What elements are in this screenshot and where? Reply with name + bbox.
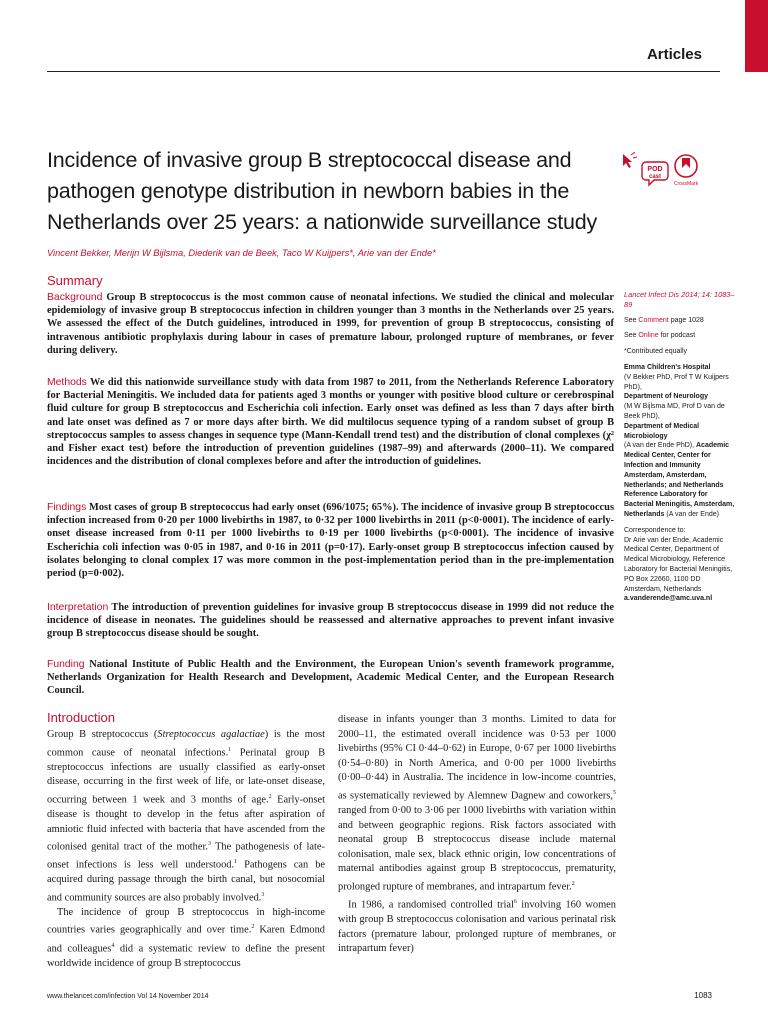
body-column-right — [338, 713, 616, 957]
affiliation-1-people: (V Bekker PhD, Prof T W Kuijpers PhD), — [624, 373, 729, 391]
intro-paragraph-3: disease in infants younger than 3 months. Limited to data for 2000–11, the estimated overall incidence was 0·53 per 1000 livebirths (95% CI 0·44–0·62) in Europe, 0·67 per 1000 livebirths (0·54–0·80) in North America, and 0·00 per 1000 livebirths (0·00–0·44) in Australia. The incidence in low-income countries, as systematically reviewed by Alemnew Dagnew and coworkers,$^5$ ranged from 0·00 to 3·06 per 1000 livebirths with variation within and between geographic regions. Risk factors associated with neonatal group B streptococcus disease include maternal colonisation, male sex, black ethnic origin, low concentrations of maternal antibodies against group B streptococcus, prematurity, prolonged rupture of membranes, and intrapartum fever.$^2$ — [338, 714, 616, 893]
abstract-interpretation — [47, 601, 614, 641]
correspondence-label: Correspondence to: — [624, 526, 686, 534]
intro-paragraph-4: In 1986, a randomised controlled trial$^6$ involving 160 women with group B streptococcus colonisation and various perinatal risk factors (premature labour, prolonged rupture of membranes, or intrapartum fever) — [338, 899, 616, 955]
intro-paragraph-2: The incidence of group B streptococcus in high-income countries varies geographically and over time.$^2$ Karen Edmond and colleagues$^4$ did a systematic review to define the present worldwide incidence of group B streptococcus — [47, 906, 326, 969]
findings-text: Most cases of group B streptococcus had early onset (696/1075; 65%). The incidence of invasive group B streptococcus infection increased from 0·20 per 1000 livebirths in 1987, to 0·32 per 1000 livebirths in 2011 (p<0·0001). The incidence of early-onset disease increased from 0·11 per 1000 livebirths to 0·19 per 1000 livebirths (p<0·0001). The incidence of invasive Escherichia coli infection was 0·05 in 1987, and 0·16 in 2011 (p=0·17). Early-onset group B streptococcus infection caused by isolates belonging to clonal complex 17 was more common in the post-implementation period than in the pre-implementation period (p=0·002). — [47, 502, 614, 580]
svg-text:CrossMark: CrossMark — [673, 181, 699, 187]
svg-text:cast: cast — [648, 174, 662, 180]
footer-journal-info: www.thelancet.com/infection Vol 14 November 2014 — [47, 993, 209, 1000]
article-title: Incidence of invasive group B streptococcal disease and pathogen genotype distribution in newborn babies in the Netherlands over 25 years: a nationwide surveillance study — [47, 148, 598, 234]
interpretation-text: The introduction of prevention guidelines for invasive group B streptococcus disease in 1999 did not reduce the incidence of disease in neonates. The guidelines should be reassessed and alternative approaches to prevent infant invasive group B streptococcus disease should be sought. — [47, 602, 614, 640]
correspondence-address: Dr Arie van der Ende, Academic Medical Center, Department of Medical Microbiology, Reference Laboratory for Bacterial Meningitis, PO Box 22660, 1100 DD Amsterdam, Netherlands — [624, 536, 733, 593]
crossmark-icon[interactable] — [674, 155, 699, 187]
abstract-funding — [47, 658, 614, 698]
section-color-tab — [745, 0, 768, 72]
article-sidebar — [624, 290, 736, 604]
methods-text: We did this nationwide surveillance study with data from 1987 to 2011, from the Netherlands Reference Laboratory for Bacterial Meningitis. We included data for patients aged 3 months or younger with positive blood culture or cerebrospinal fluid culture for group B streptococcus and Escherichia coli infection. Early onset was defined as less than 7 days after birth and late onset was defined as 7 or more days after birth. We did multilocus sequence typing of a random subset of group B streptococcus samples to assess changes in sequence type (Mann-Kendall trend test) and the distribution of clonal complexes (χ² and Fisher exact test) before the introduction of prevention guidelines (1987–99) and afterwards (2000–11). We compared incidences and the distribution of clonal complexes before and after the introduction of guidelines. — [47, 377, 614, 468]
interpretation-label: Interpretation — [47, 602, 109, 613]
body-column-left — [47, 728, 325, 971]
correspondence-email[interactable]: a.vanderende@amc.uva.nl — [624, 595, 713, 603]
svg-text:POD: POD — [647, 166, 663, 173]
online-link[interactable]: Online — [638, 332, 659, 340]
methods-label: Methods — [47, 377, 87, 388]
section-heading: Articles — [646, 46, 702, 63]
background-text: Group B streptococcus is the most common cause of neonatal infections. We studied the clinical and molecular epidemiology of invasive group B streptococcus infection in children younger than 3 months in the Netherlands over 25 years. We assessed the effect of the Dutch guidelines, introduced in 1999, for prevention of group B streptococcus, consisting of intravenous antibiotic prophylaxis during labour in cases of premature labour, prolonged rupture of membranes, or fever during delivery. — [47, 292, 614, 356]
podcast-note: See Online for podcast — [624, 332, 696, 340]
intro-paragraph-1: Group B streptococcus (Streptococcus agalactiae) is the most common cause of neonatal infections.$^1$ Perinatal group B streptococcus infections are usually classified as early-onset disease, occurring in the first week of life, or late-onset disease, occurring between 1 week and 3 months of age.$^2$ Early-onset disease is thought to develop in the fetus after aspiration of amniotic fluid infected with bacteria that have ascended from the colonised genital tract of the mother.$^3$ The pathogenesis of late-onset infections is less well understood.$^1$ Pathogens can be acquired during passage through the birth canal, but nosocomial and community sources are also probably involved.$^3$ — [47, 729, 326, 904]
abstract-background — [47, 291, 614, 357]
affiliation-1-name: Emma Children's Hospital — [624, 363, 711, 371]
background-label: Background — [47, 292, 103, 303]
funding-text: National Institute of Public Health and the Environment, the European Union's seventh framework programme, Netherlands Organization for Health Research and Development, Academic Medical Center, and the European Research Council. — [47, 659, 614, 697]
abstract-methods — [47, 376, 614, 468]
affiliation-3-name: Department of Medical Microbiology — [624, 422, 700, 440]
affiliation-3-detail: (A van der Ende PhD), Academic Medical Center, Center for Infection and Immunity Amsterdam, Amsterdam, Netherlands; and Netherlands Reference Laboratory for Bacterial Meningitis, Amsterdam, Netherlands (A van der Ende) — [624, 442, 735, 518]
podcast-icon[interactable] — [642, 162, 668, 185]
introduction-heading: Introduction — [47, 710, 115, 725]
affiliation-2-name: Department of Neurology — [624, 393, 709, 401]
funding-label: Funding — [47, 659, 85, 670]
header-rule — [47, 71, 720, 72]
article-icons — [622, 152, 702, 192]
cursor-icon — [623, 152, 637, 168]
abstract-findings — [47, 501, 614, 580]
comment-link[interactable]: Comment — [638, 316, 669, 324]
page-number: 1083 — [694, 991, 712, 1000]
journal-citation: Lancet Infect Dis 2014; 14: 1083–89 — [624, 290, 735, 309]
summary-heading: Summary — [47, 273, 103, 288]
comment-note: See Comment page 1028 — [624, 316, 704, 324]
findings-label: Findings — [47, 502, 87, 513]
contributed-note: *Contributed equally — [624, 348, 688, 356]
author-list: Vincent Bekker, Merijn W Bijlsma, Diederik van de Beek, Taco W Kuijpers*, Arie van der Ende* — [47, 248, 436, 258]
affiliation-2-people: (M W Bijlsma MD, Prof D van de Beek PhD), — [624, 403, 725, 420]
